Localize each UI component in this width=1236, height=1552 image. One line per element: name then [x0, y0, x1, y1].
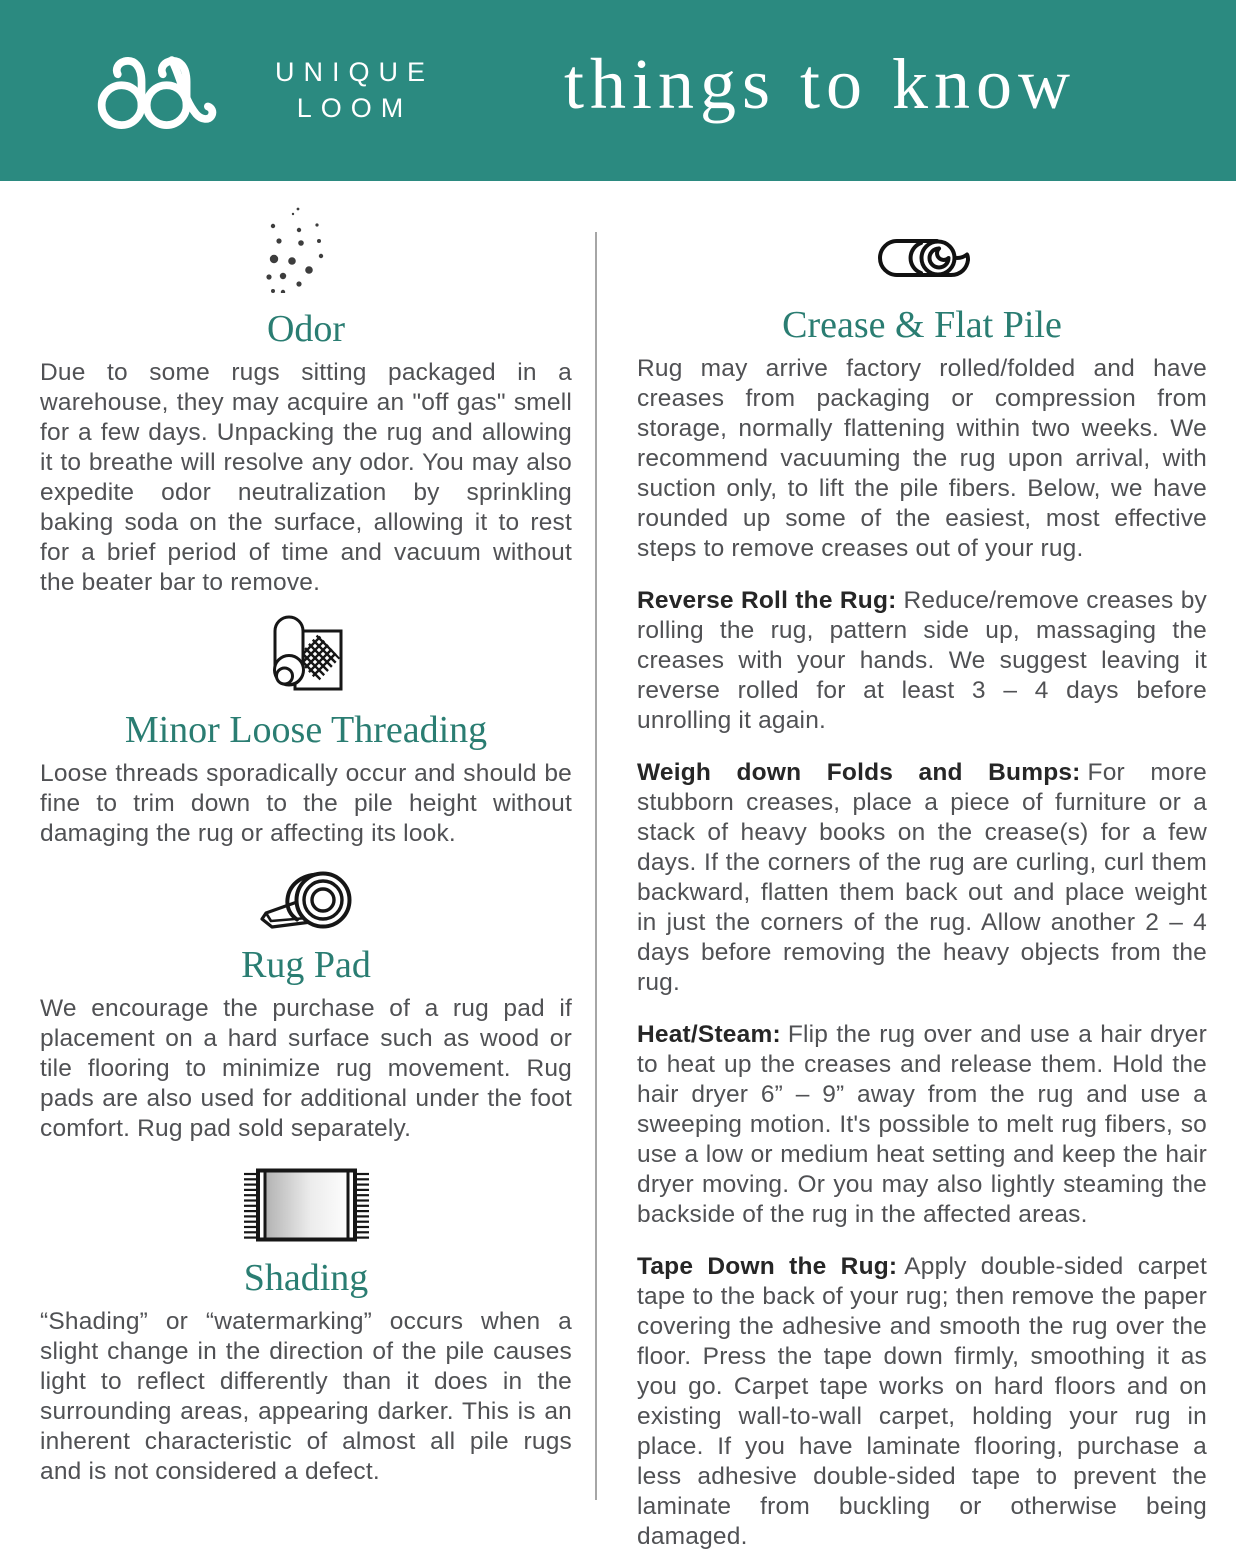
- column-divider: [595, 232, 597, 1500]
- brand-line-2: LOOM: [296, 92, 413, 123]
- section-heading-shading: Shading: [243, 1257, 369, 1299]
- tip-reverse-roll: [637, 586, 1207, 736]
- unique-loom-logo-icon: [92, 47, 240, 135]
- page-header: [0, 0, 1236, 181]
- section-body-odor: Due to some rugs sitting packaged in a warehouse, they may acquire an "off gas" smell for a few days. Unpacking the rug and allowing it to breathe will resolve any odor. You may also expedite odor neutralization by sprinkling baking soda on the surface, allowing it to rest for a brief period of time and vacuum without the beater bar to remove.: [40, 359, 572, 596]
- brand-line-1: UNIQUE: [275, 57, 435, 88]
- section-heading-rug-pad: Rug Pad: [241, 944, 371, 986]
- brand-name: [266, 55, 434, 125]
- section-heading-crease: Crease & Flat Pile: [782, 304, 1062, 346]
- section-body-rug-pad: We encourage the purchase of a rug pad if placement on a hard surface such as wood or tile flooring to minimize rug movement. Rug pads are also used for additional under the foot comfort. Rug pad sold separately.: [40, 995, 572, 1142]
- tip-tape-down-text: Apply double-sided carpet tape to the back of your rug; then remove the paper covering the adhesive and smooth the rug over the floor. Press the tape down firmly, smoothing it as you go. Carpet tape works on hard floors and on existing wall-to-wall carpet, holding your rug in place. If you have laminate flooring, purchase a less adhesive double-sided tape to prevent the laminate from buckling or otherwise being damaged.: [637, 1253, 1207, 1550]
- section-heading-odor: Odor: [266, 308, 346, 350]
- page-title: things to know: [563, 44, 1077, 124]
- tip-heat-steam: [637, 1020, 1207, 1230]
- rolled-rug-side-icon: [875, 237, 970, 281]
- tip-reverse-roll-text: Reduce/remove creases by rolling the rug, pattern side up, massaging the creases with your hands. We suggest leaving it reverse rolled for at least 3 – 4 days before unrolling it again.: [637, 587, 1207, 734]
- brand-block: [92, 47, 434, 135]
- tip-weigh-down: [637, 758, 1207, 998]
- tip-heat-steam-label: Heat/Steam:: [637, 1021, 781, 1048]
- tip-weigh-down-label: Weigh down Folds and Bumps:: [637, 759, 1081, 786]
- odor-dots-icon: [261, 205, 351, 293]
- shaded-rug-fringe-icon: [244, 1168, 369, 1242]
- right-column: [637, 181, 1207, 1552]
- section-heading-threading: Minor Loose Threading: [124, 709, 488, 751]
- left-column: [40, 181, 572, 1487]
- rolled-rug-sheet-icon: [267, 614, 345, 694]
- tip-reverse-roll-label: Reverse Roll the Rug:: [637, 587, 897, 614]
- section-body-shading: “Shading” or “watermarking” occurs when a slight change in the direction of the pile causes light to reflect differently than it does in the surrounding areas, appearing darker. This is an inherent characteristic of almost all pile rugs and is not considered a defect.: [40, 1308, 572, 1485]
- tip-tape-down-label: Tape Down the Rug:: [637, 1253, 898, 1280]
- tip-tape-down: [637, 1252, 1207, 1552]
- tip-heat-steam-text: Flip the rug over and use a hair dryer to heat up the creases and release them. Hold the hair dryer 6” – 9” away from the rug and use a sweeping motion. It's possible to melt rug fibers, so use a low or medium heat setting and keep the hair dryer moving. Or you may also lightly steaming the backside of the rug in the affected areas.: [637, 1021, 1207, 1228]
- section-body-threading: Loose threads sporadically occur and should be fine to trim down to the pile height without damaging the rug or affecting its look.: [40, 760, 572, 847]
- crease-intro: Rug may arrive factory rolled/folded and have creases from packaging or compression from storage, normally flattening within two weeks. We recommend vacuuming the rug upon arrival, with suction only, to lift the pile fibers. Below, we have rounded up some of the easiest, most effective steps to remove creases out of your rug.: [637, 355, 1207, 562]
- tip-weigh-down-text: For more stubborn creases, place a piece of furniture or a stack of heavy books on the crease(s) for a few days. If the corners of the rug are curling, curl them backward, flatten them back out and place weight in just the corners of the rug. Allow another 2 – 4 days before removing the heavy objects from the rug.: [637, 759, 1207, 996]
- rug-pad-roll-icon: [259, 871, 354, 929]
